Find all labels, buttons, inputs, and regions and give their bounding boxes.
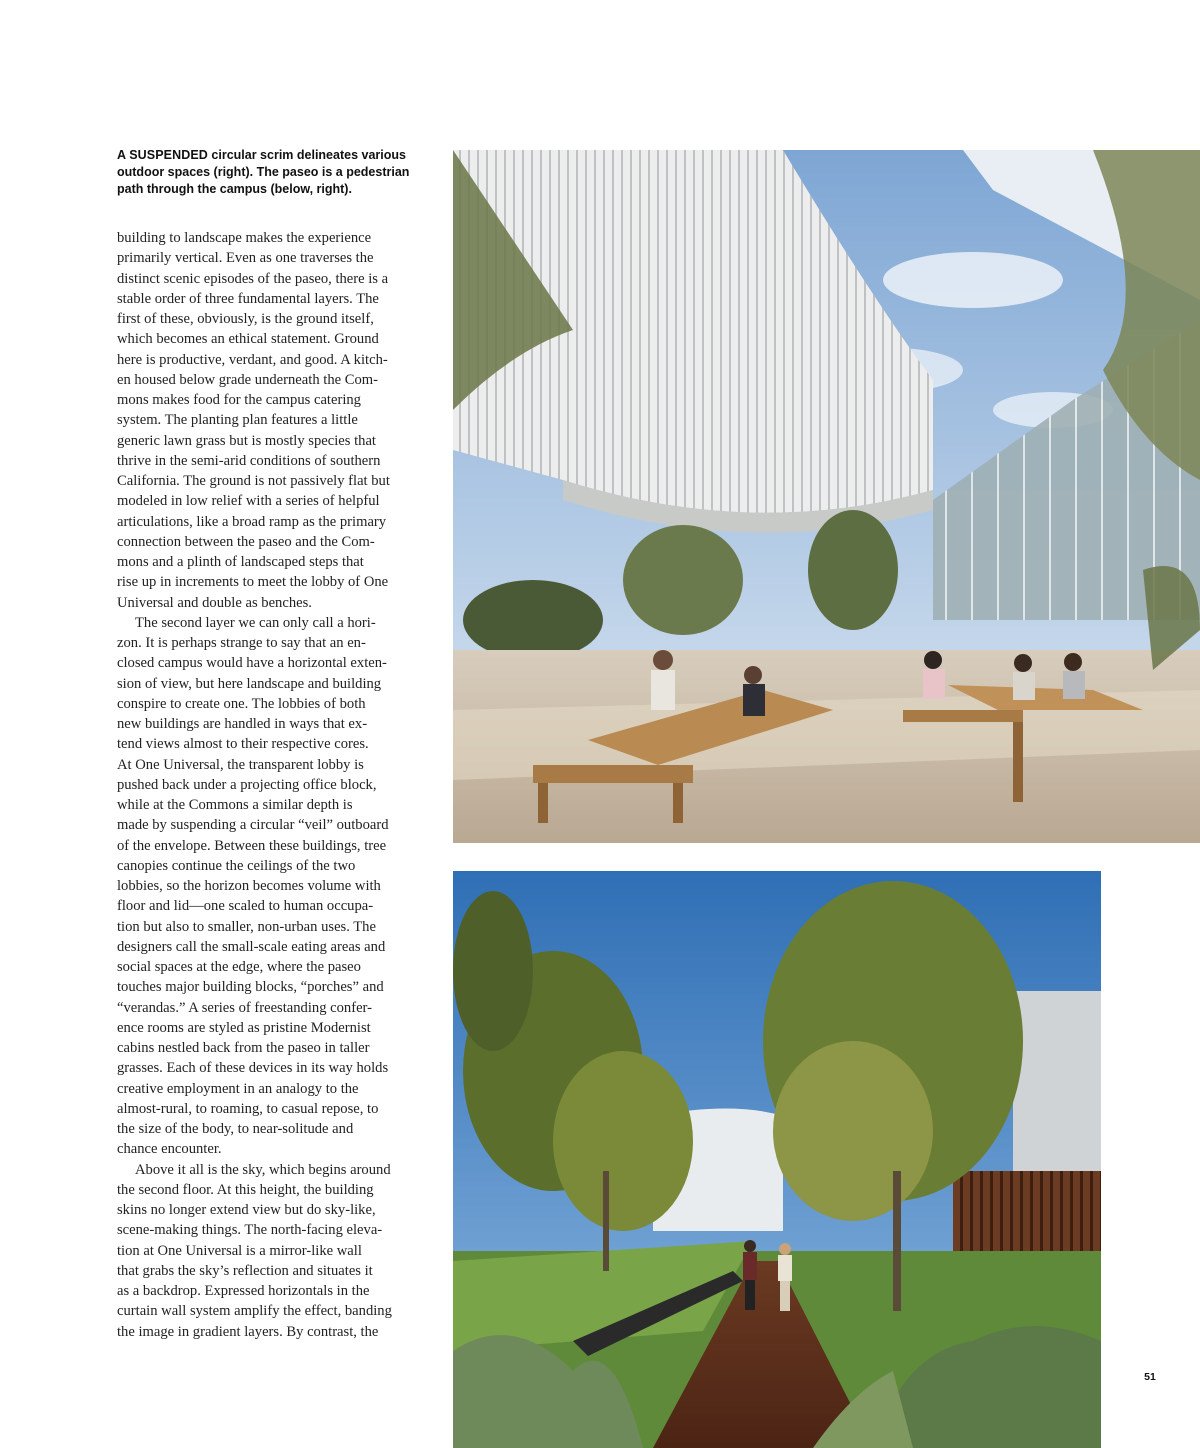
body-line: first of these, obviously, is the ground itself,	[117, 311, 374, 327]
body-line: system. The planting plan features a little	[117, 412, 358, 429]
photo-caption	[117, 147, 435, 198]
body-line: canopies continue the ceilings of the two	[117, 857, 356, 874]
photo-courtyard-scrim	[453, 150, 1200, 843]
body-line: social spaces at the edge, where the paseo	[117, 959, 361, 975]
body-line: articulations, like a broad ramp as the primary	[117, 513, 387, 530]
body-line: Above it all is the sky, which begins around	[135, 1161, 391, 1178]
body-line: At One Universal, the transparent lobby is	[117, 756, 364, 773]
body-line: while at the Commons a similar depth is	[117, 797, 353, 813]
body-line: made by suspending a circular “veil” outboard	[117, 817, 389, 834]
body-line: designers call the small-scale eating areas and	[117, 938, 386, 955]
caption-lead: A SUSPENDED	[117, 148, 208, 162]
body-line: sion of view, but here landscape and building	[117, 675, 382, 692]
body-line: closed campus would have a horizontal exten-	[117, 655, 387, 672]
body-line: the size of the body, to near-solitude and	[117, 1121, 354, 1137]
body-line: lobbies, so the horizon becomes volume with	[117, 878, 381, 894]
body-line: that grabs the sky’s reflection and situates it	[117, 1262, 373, 1279]
body-line: floor and lid—one scaled to human occupa-	[117, 898, 374, 915]
body-line: skins no longer extend view but do sky-like,	[117, 1202, 376, 1218]
body-line: pushed back under a projecting office block,	[117, 776, 377, 793]
body-line: scene-making things. The north-facing eleva-	[117, 1222, 383, 1239]
body-line: of the envelope. Between these buildings, tree	[117, 837, 387, 854]
body-line: cabins nestled back from the paseo in taller	[117, 1040, 370, 1056]
body-line: connection between the paseo and the Com-	[117, 533, 375, 550]
body-line: tion but also to smaller, non-urban uses. The	[117, 918, 376, 935]
body-line: the image in gradient layers. By contrast, the	[117, 1323, 379, 1340]
body-line: which becomes an ethical statement. Ground	[117, 331, 379, 348]
caption-text: circular scrim delineates various outdoor spaces (right). The paseo is a pedestrian path through the campus (below, right).	[117, 148, 410, 196]
body-line: California. The ground is not passively flat but	[117, 473, 390, 489]
body-line: curtain wall system amplify the effect, banding	[117, 1303, 392, 1320]
body-line: touches major building blocks, “porches” and	[117, 979, 384, 996]
body-line: the second floor. At this height, the building	[117, 1181, 374, 1198]
body-line: rise up in increments to meet the lobby of One	[117, 574, 389, 591]
body-line: building to landscape makes the experience	[117, 230, 372, 246]
body-line: The second layer we can only call a hori-	[135, 614, 376, 631]
body-line: Universal and double as benches.	[117, 594, 312, 611]
article-body	[117, 228, 429, 1342]
body-line: distinct scenic episodes of the paseo, there is a	[117, 270, 389, 287]
body-line: primarily vertical. Even as one traverses the	[117, 250, 374, 267]
body-line: tend views almost to their respective cores.	[117, 736, 369, 753]
photo-paseo-path	[453, 871, 1101, 1448]
body-line: as a backdrop. Expressed horizontals in the	[117, 1283, 370, 1299]
body-line: generic lawn grass but is mostly species that	[117, 432, 376, 449]
body-line: thrive in the semi-arid conditions of southern	[117, 452, 381, 469]
body-line: zon. It is perhaps strange to say that an en-	[117, 635, 366, 651]
body-line: grasses. Each of these devices in its way holds	[117, 1060, 389, 1077]
body-line: modeled in low relief with a series of helpful	[117, 493, 380, 510]
body-line: ence rooms are styled as pristine Modernist	[117, 1019, 371, 1036]
body-line: new buildings are handled in ways that ex-	[117, 716, 368, 732]
body-line: en housed below grade underneath the Com-	[117, 371, 378, 388]
body-line: “verandas.” A series of freestanding confer-	[117, 999, 372, 1016]
body-line: here is productive, verdant, and good. A kitch-	[117, 351, 388, 368]
page-number: 51	[1144, 1371, 1156, 1383]
body-line: tion at One Universal is a mirror-like wall	[117, 1242, 362, 1259]
body-line: creative employment in an analogy to the	[117, 1080, 359, 1097]
body-line: stable order of three fundamental layers. The	[117, 290, 379, 307]
body-line: conspire to create one. The lobbies of both	[117, 695, 366, 712]
body-line: almost-rural, to roaming, to casual repose, to	[117, 1100, 379, 1117]
body-line: chance encounter.	[117, 1141, 222, 1158]
body-line: mons and a plinth of landscaped steps that	[117, 554, 364, 570]
body-line: mons makes food for the campus catering	[117, 392, 361, 408]
